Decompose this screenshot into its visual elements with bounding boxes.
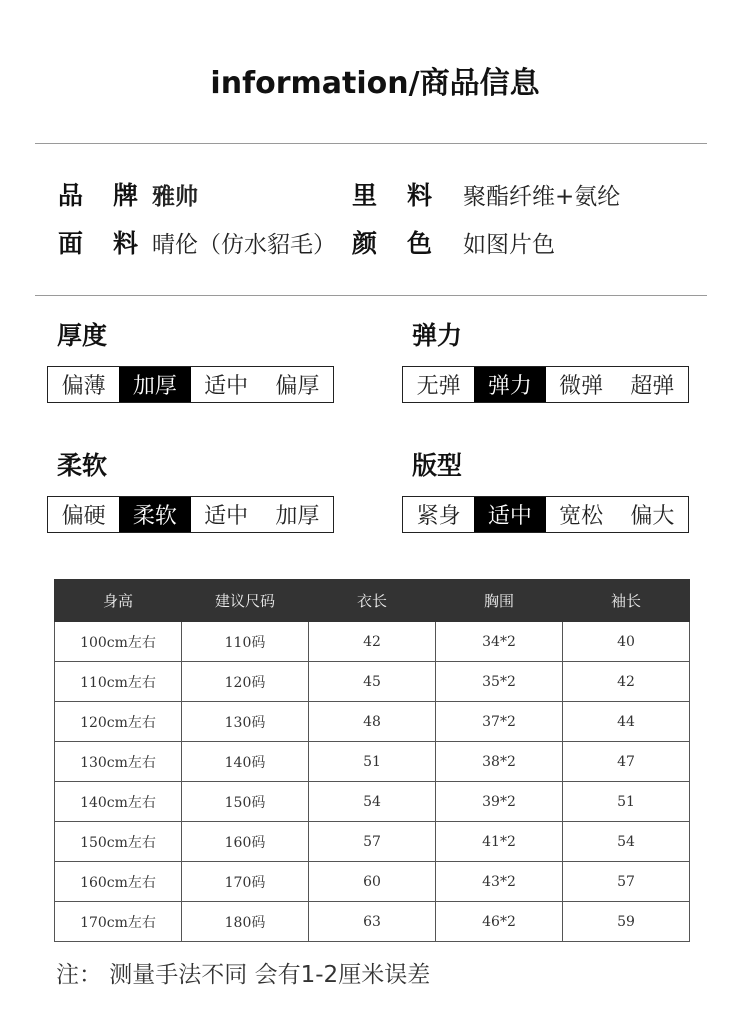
table-cell: 54 <box>563 822 690 862</box>
middle-divider <box>35 295 707 296</box>
table-row <box>55 702 690 742</box>
table-cell: 37*2 <box>436 702 563 742</box>
table-cell: 40 <box>563 622 690 662</box>
elasticity-title: 弹力 <box>412 321 463 350</box>
lining-label: 里 料 <box>352 181 432 210</box>
fit-option: 宽松 <box>559 504 604 529</box>
thickness-scale <box>47 366 334 403</box>
thickness-title: 厚度 <box>57 321 108 350</box>
table-cell: 110码 <box>182 622 309 662</box>
table-cell: 43*2 <box>436 862 563 902</box>
table-cell: 150码 <box>182 782 309 822</box>
elasticity-scale <box>402 366 689 403</box>
thickness-option: 适中 <box>204 374 249 399</box>
table-cell: 57 <box>563 862 690 902</box>
table-row <box>55 782 690 822</box>
table-cell: 42 <box>309 622 436 662</box>
top-divider <box>35 143 707 144</box>
table-row <box>55 862 690 902</box>
table-cell: 120码 <box>182 662 309 702</box>
brand-value: 雅帅 <box>152 184 198 210</box>
fit-option: 适中 <box>474 497 545 532</box>
table-cell: 63 <box>309 902 436 942</box>
thickness-option: 偏薄 <box>61 374 106 399</box>
elasticity-option: 弹力 <box>474 367 545 402</box>
softness-option: 适中 <box>204 504 249 529</box>
table-cell: 160cm左右 <box>55 862 182 902</box>
softness-scale <box>47 496 334 533</box>
table-cell: 54 <box>309 782 436 822</box>
table-header-row <box>55 580 690 622</box>
column-header: 建议尺码 <box>182 580 309 622</box>
thickness-option: 偏厚 <box>275 374 320 399</box>
lining-value: 聚酯纤维+氨纶 <box>463 184 621 210</box>
table-cell: 130码 <box>182 702 309 742</box>
fabric-label: 面 料 <box>58 229 138 258</box>
table-cell: 51 <box>563 782 690 822</box>
table-row <box>55 622 690 662</box>
column-header: 身高 <box>55 580 182 622</box>
table-cell: 130cm左右 <box>55 742 182 782</box>
fit-option: 偏大 <box>630 504 675 529</box>
softness-option: 加厚 <box>275 504 320 529</box>
table-row <box>55 662 690 702</box>
thickness-option: 加厚 <box>119 367 190 402</box>
size-table <box>54 579 690 942</box>
table-cell: 170cm左右 <box>55 902 182 942</box>
brand-label: 品 牌 <box>58 181 138 210</box>
elasticity-option: 无弹 <box>416 374 461 399</box>
softness-option: 偏硬 <box>61 504 106 529</box>
table-cell: 47 <box>563 742 690 782</box>
table-cell: 60 <box>309 862 436 902</box>
table-row <box>55 742 690 782</box>
table-cell: 100cm左右 <box>55 622 182 662</box>
column-header: 衣长 <box>309 580 436 622</box>
table-cell: 120cm左右 <box>55 702 182 742</box>
table-cell: 44 <box>563 702 690 742</box>
table-cell: 170码 <box>182 862 309 902</box>
table-cell: 48 <box>309 702 436 742</box>
table-cell: 160码 <box>182 822 309 862</box>
table-cell: 45 <box>309 662 436 702</box>
elasticity-option: 微弹 <box>559 374 604 399</box>
table-row <box>55 822 690 862</box>
fit-scale <box>402 496 689 533</box>
table-cell: 42 <box>563 662 690 702</box>
table-cell: 150cm左右 <box>55 822 182 862</box>
table-cell: 140cm左右 <box>55 782 182 822</box>
table-cell: 110cm左右 <box>55 662 182 702</box>
fit-title: 版型 <box>412 451 463 480</box>
measurement-note: 注： 测量手法不同 会有1-2厘米误差 <box>56 962 431 988</box>
table-cell: 34*2 <box>436 622 563 662</box>
table-cell: 180码 <box>182 902 309 942</box>
softness-title: 柔软 <box>57 451 108 480</box>
color-label: 颜 色 <box>352 229 432 258</box>
table-cell: 57 <box>309 822 436 862</box>
color-value: 如图片色 <box>463 232 555 258</box>
table-cell: 51 <box>309 742 436 782</box>
table-row <box>55 902 690 942</box>
fabric-value: 晴伦（仿水貂毛） <box>152 232 336 258</box>
table-body <box>55 622 690 942</box>
table-cell: 59 <box>563 902 690 942</box>
table-cell: 38*2 <box>436 742 563 782</box>
elasticity-option: 超弹 <box>630 374 675 399</box>
page-title: information/商品信息 <box>210 66 540 101</box>
column-header: 袖长 <box>563 580 690 622</box>
fit-option: 紧身 <box>416 504 461 529</box>
column-header: 胸围 <box>436 580 563 622</box>
table-cell: 46*2 <box>436 902 563 942</box>
table-cell: 39*2 <box>436 782 563 822</box>
table-cell: 140码 <box>182 742 309 782</box>
softness-option: 柔软 <box>119 497 190 532</box>
table-cell: 41*2 <box>436 822 563 862</box>
table-cell: 35*2 <box>436 662 563 702</box>
